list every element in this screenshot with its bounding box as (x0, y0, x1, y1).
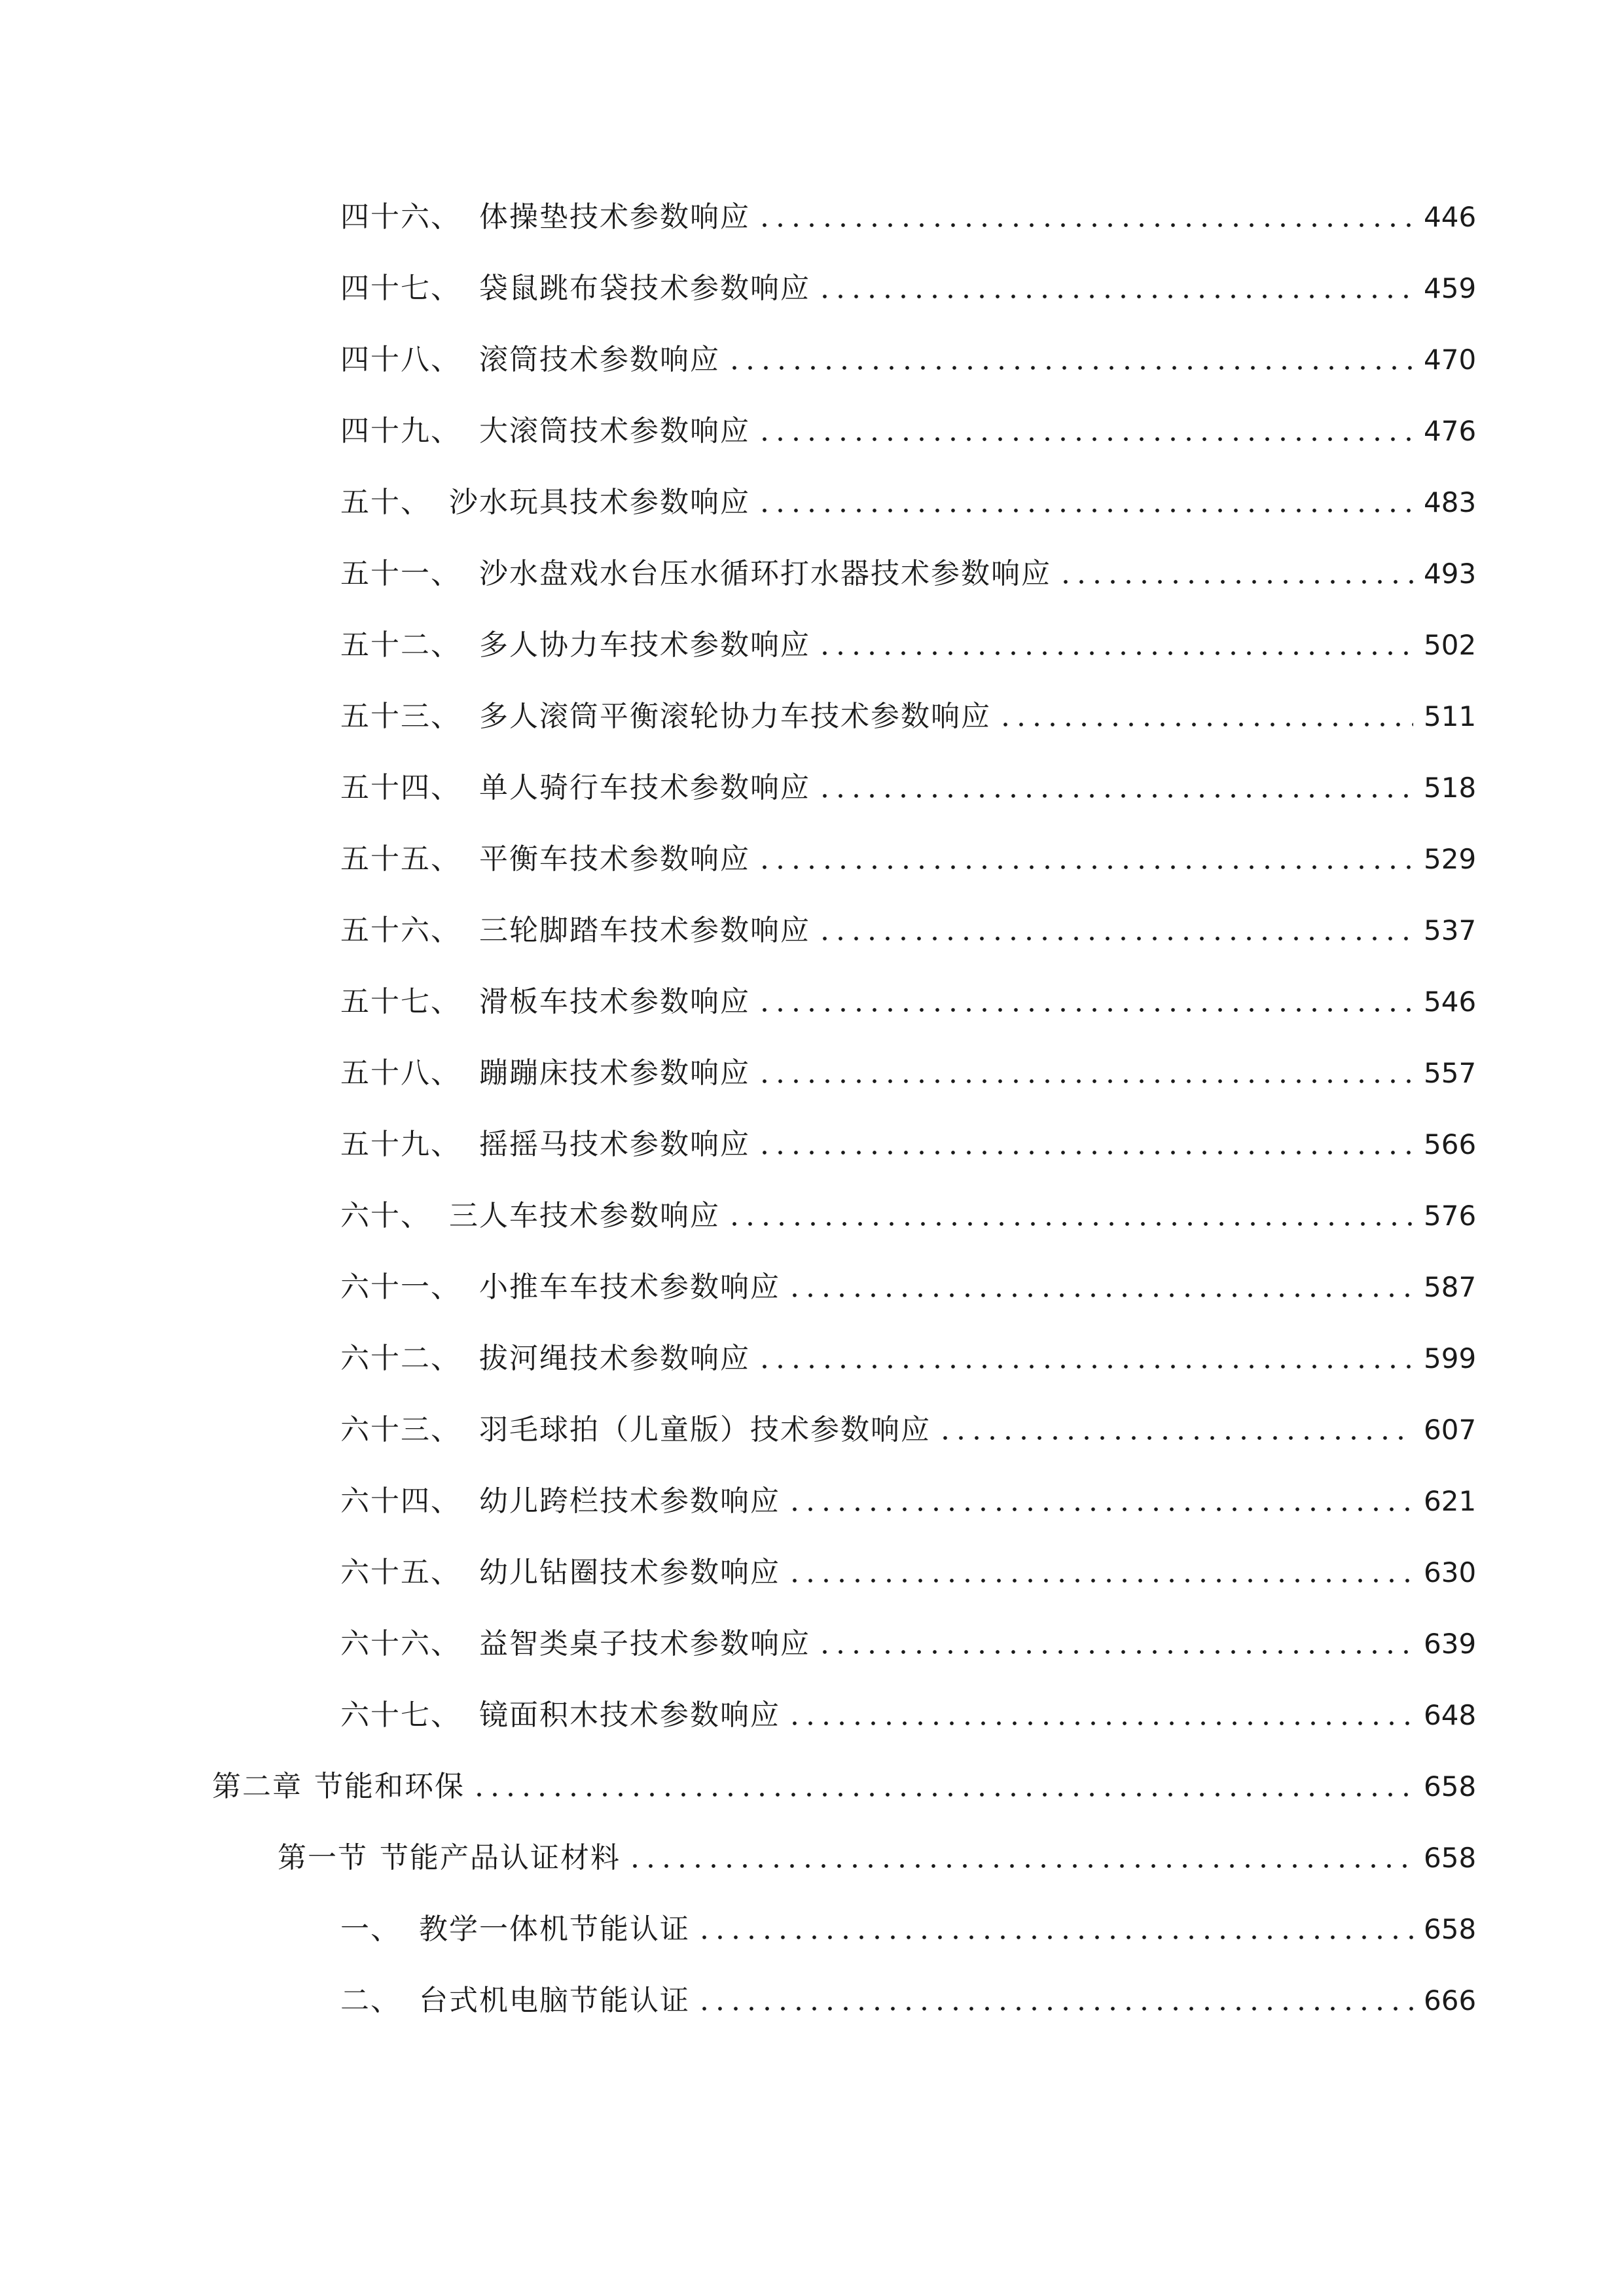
toc-entry-page: 658 (1424, 1842, 1477, 1874)
dot-leader (627, 1832, 1413, 1884)
dot-leader (817, 262, 1413, 315)
toc-entry-title: 大滚筒技术参数响应 (479, 414, 750, 448)
dot-leader (757, 1047, 1413, 1100)
toc-chapter-entry[interactable] (212, 1761, 1475, 1813)
toc-entry-number: 四十七、 (340, 272, 461, 305)
toc-entry[interactable] (340, 1475, 1475, 1528)
toc-entry-title: 幼儿钻圈技术参数响应 (479, 1556, 780, 1589)
toc-entry[interactable] (340, 1689, 1475, 1742)
toc-entry-page: 446 (1424, 201, 1477, 233)
toc-section-entry[interactable] (278, 1832, 1475, 1884)
toc-entry[interactable] (340, 1119, 1475, 1171)
toc-entry[interactable] (340, 191, 1475, 243)
toc-entry-page: 621 (1424, 1485, 1477, 1517)
toc-entry-title: 袋鼠跳布袋技术参数响应 (479, 272, 810, 305)
dot-leader (817, 619, 1413, 672)
dot-leader (757, 976, 1413, 1028)
dot-leader (757, 476, 1413, 529)
toc-entry[interactable] (340, 405, 1475, 457)
toc-entry-title: 沙水玩具技术参数响应 (449, 486, 750, 519)
toc-entry[interactable] (340, 262, 1475, 315)
toc-entry-page: 566 (1424, 1128, 1477, 1160)
toc-entry-number: 六十七、 (340, 1698, 461, 1732)
dot-leader (727, 1190, 1413, 1242)
toc-entry-number: 六十五、 (340, 1556, 461, 1589)
toc-entry-number: 第一节 (278, 1841, 368, 1874)
toc-entry-title: 拔河绳技术参数响应 (479, 1342, 750, 1375)
toc-entry-title: 体操垫技术参数响应 (479, 200, 750, 234)
toc-entry-page: 476 (1424, 415, 1477, 447)
dot-leader (787, 1261, 1413, 1314)
toc-entry[interactable] (340, 1547, 1475, 1599)
toc-entry[interactable] (340, 976, 1475, 1028)
toc-entry-title: 摇摇马技术参数响应 (479, 1128, 750, 1161)
toc-entry-page: 587 (1424, 1271, 1477, 1303)
toc-entry-page: 493 (1424, 558, 1477, 590)
toc-entry-title: 教学一体机节能认证 (419, 1912, 690, 1946)
dot-leader (757, 1119, 1413, 1171)
toc-entry-page: 470 (1424, 344, 1477, 376)
toc-entry[interactable] (340, 762, 1475, 814)
toc-entry-title: 沙水盘戏水台压水循环打水器技术参数响应 (479, 557, 1051, 590)
toc-entry-number: 六十一、 (340, 1270, 461, 1304)
toc-entry-number: 五十五、 (340, 842, 461, 876)
toc-entry[interactable] (340, 334, 1475, 386)
toc-entry-title: 台式机电脑节能认证 (419, 1984, 690, 2017)
dot-leader (696, 1903, 1413, 1956)
toc-entry-number: 六十四、 (340, 1484, 461, 1518)
toc-entry-page: 630 (1424, 1556, 1477, 1588)
toc-entry-number: 五十、 (340, 486, 431, 519)
toc-entry-number: 六十三、 (340, 1413, 461, 1446)
dot-leader (817, 762, 1413, 814)
toc-entry-number: 五十六、 (340, 914, 461, 947)
toc-entry-number: 一、 (340, 1912, 401, 1946)
toc-entry-number: 五十一、 (340, 557, 461, 590)
dot-leader (787, 1689, 1413, 1742)
toc-entry-page: 599 (1424, 1342, 1477, 1374)
toc-entry-page: 658 (1424, 1770, 1477, 1803)
toc-entry[interactable] (340, 548, 1475, 600)
toc-entry-number: 四十九、 (340, 414, 461, 448)
dot-leader (998, 691, 1413, 743)
toc-entry-number: 四十八、 (340, 343, 461, 376)
toc-entry-title: 蹦蹦床技术参数响应 (479, 1056, 750, 1090)
dot-leader (757, 191, 1413, 243)
toc-entry-title: 平衡车技术参数响应 (479, 842, 750, 876)
toc-entry-number: 五十四、 (340, 771, 461, 804)
dot-leader (727, 334, 1413, 386)
toc-entry[interactable] (340, 1047, 1475, 1100)
dot-leader (937, 1404, 1413, 1456)
toc-entry[interactable] (340, 1261, 1475, 1314)
toc-entry[interactable] (340, 833, 1475, 886)
dot-leader (1058, 548, 1413, 600)
toc-entry-title: 益智类桌子技术参数响应 (479, 1627, 810, 1660)
dot-leader (817, 1618, 1413, 1670)
toc-entry-number: 五十三、 (340, 700, 461, 733)
toc-entry-title: 羽毛球拍（儿童版）技术参数响应 (479, 1413, 931, 1446)
toc-entry-title: 幼儿跨栏技术参数响应 (479, 1484, 780, 1518)
toc-entry-page: 557 (1424, 1057, 1477, 1089)
toc-entry-title: 小推车车技术参数响应 (479, 1270, 780, 1304)
toc-entry-title: 多人滚筒平衡滚轮协力车技术参数响应 (479, 700, 991, 733)
dot-leader (787, 1475, 1413, 1528)
toc-entry-page: 518 (1424, 772, 1477, 804)
toc-entry-title: 三轮脚踏车技术参数响应 (479, 914, 810, 947)
toc-entry-page: 483 (1424, 486, 1477, 518)
toc-entry-page: 546 (1424, 986, 1477, 1018)
toc-entry-number: 四十六、 (340, 200, 461, 234)
toc-entry-page: 537 (1424, 914, 1477, 946)
toc-entry-page: 648 (1424, 1699, 1477, 1731)
toc-entry[interactable] (340, 1975, 1475, 2027)
toc-entry-title: 节能和环保 (314, 1770, 465, 1803)
toc-entry-number: 二、 (340, 1984, 401, 2017)
toc-entry-number: 五十八、 (340, 1056, 461, 1090)
dot-leader (757, 405, 1413, 457)
toc-entry-page: 459 (1424, 272, 1477, 304)
dot-leader (471, 1761, 1413, 1813)
toc-entry-title: 多人协力车技术参数响应 (479, 628, 810, 662)
toc-entry-page: 511 (1424, 700, 1477, 732)
toc-entry[interactable] (340, 691, 1475, 743)
toc-entry[interactable] (340, 1618, 1475, 1670)
dot-leader (696, 1975, 1413, 2027)
toc-entry-page: 607 (1424, 1414, 1477, 1446)
toc-entry-number: 五十九、 (340, 1128, 461, 1161)
toc-entry-title: 节能产品认证材料 (380, 1841, 621, 1874)
toc-entry-number: 五十七、 (340, 985, 461, 1018)
toc-entry-number: 五十二、 (340, 628, 461, 662)
dot-leader (757, 1333, 1413, 1385)
toc-entry-page: 639 (1424, 1628, 1477, 1660)
toc-entry-title: 滑板车技术参数响应 (479, 985, 750, 1018)
toc-entry[interactable] (340, 619, 1475, 672)
toc-entry[interactable] (340, 1333, 1475, 1385)
toc-entry-page: 658 (1424, 1913, 1477, 1945)
toc-entry-page: 502 (1424, 629, 1477, 661)
toc-entry[interactable] (340, 1190, 1475, 1242)
toc-entry[interactable] (340, 905, 1475, 957)
toc-entry-title: 滚筒技术参数响应 (479, 343, 720, 376)
dot-leader (787, 1547, 1413, 1599)
toc-entry-number: 六十六、 (340, 1627, 461, 1660)
toc-entry-number: 六十二、 (340, 1342, 461, 1375)
toc-entry-title: 三人车技术参数响应 (449, 1199, 720, 1232)
toc-entry-number: 第二章 (212, 1770, 302, 1803)
toc-entry-title: 镜面积木技术参数响应 (479, 1698, 780, 1732)
toc-entry-title: 单人骑行车技术参数响应 (479, 771, 810, 804)
toc-entry[interactable] (340, 476, 1475, 529)
toc-entry-number: 六十、 (340, 1199, 431, 1232)
toc-entry[interactable] (340, 1903, 1475, 1956)
dot-leader (757, 833, 1413, 886)
toc-entry-page: 576 (1424, 1200, 1477, 1232)
toc-entry-page: 529 (1424, 843, 1477, 875)
dot-leader (817, 905, 1413, 957)
toc-entry-page: 666 (1424, 1984, 1477, 2017)
toc-entry[interactable] (340, 1404, 1475, 1456)
